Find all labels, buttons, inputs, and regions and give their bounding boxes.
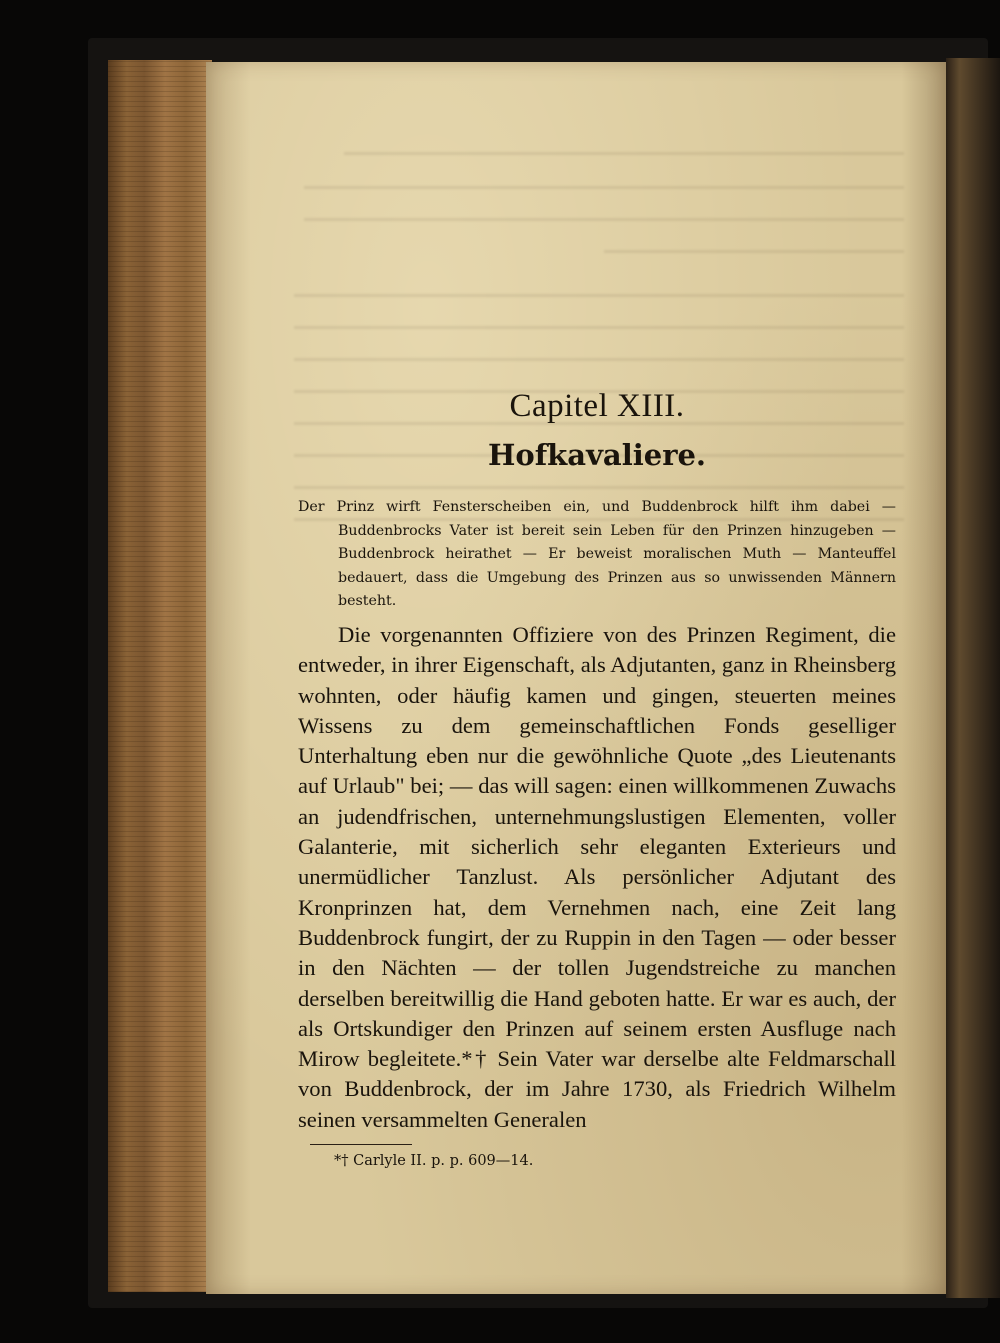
chapter-summary: [298, 496, 896, 614]
chapter-title: Hofkavaliere.: [487, 438, 707, 472]
show-through-text: [284, 102, 904, 542]
body-paragraph: Die vorgenannten Offiziere von des Prinzen Regiment, die entweder, in ihrer Eigenschaft, als Adjutanten, ganz in Rheinsberg wohnten, oder häufig kamen und gingen, steuerten meines Wissens zu dem gemeinschaftlichen Fonds geselliger Unterhaltung eben nur die gewöhnliche Quote „des Lieutenants auf Urlaub" bei; — das will sagen: einen willkommenen Zuwachs an judendfrischen, unternehmungslustigen Elementen, voller Galanterie, mit sicherlich sehr eleganten Exterieurs und unermüdlicher Tanzlust. Als persönlicher Adjutant des Kronprinzen hat, dem Vernehmen nach, eine Zeit lang Buddenbrock fungirt, der zu Ruppin in den Tagen — oder besser in den Nächten — der tollen Jugendstreiche zu manchen derselben bereitwillig die Hand geboten hatte. Er war es auch, der als Ortskundiger den Prinzen auf seinem ersten Ausfluge nach Mirow begleitete.*† Sein Vater war derselbe alte Feldmarschall von Buddenbrock, der im Jahre 1730, als Friedrich Wilhelm seinen versammelten Generalen: [298, 622, 896, 1132]
summary-text: Der Prinz wirft Fensterscheiben ein, und Buddenbrock hilft ihm dabei — Buddenbrocks Vater ist bereit sein Leben für den Prinzen hinzugeben — Buddenbrock heirathet — Er beweist moralischen Muth — Manteuffel bedauert, dass die Umgebung des Prinzen aus so unwissenden Männern besteht.: [298, 499, 896, 610]
page-edges: [108, 60, 212, 1292]
facing-page-edge: [946, 58, 1000, 1298]
chapter-number: Capitel XIII.: [509, 388, 685, 424]
book-page: [206, 62, 946, 1294]
footnote-rule: [310, 1144, 412, 1145]
footnote: *† Carlyle II. p. p. 609—14.: [334, 1153, 534, 1169]
